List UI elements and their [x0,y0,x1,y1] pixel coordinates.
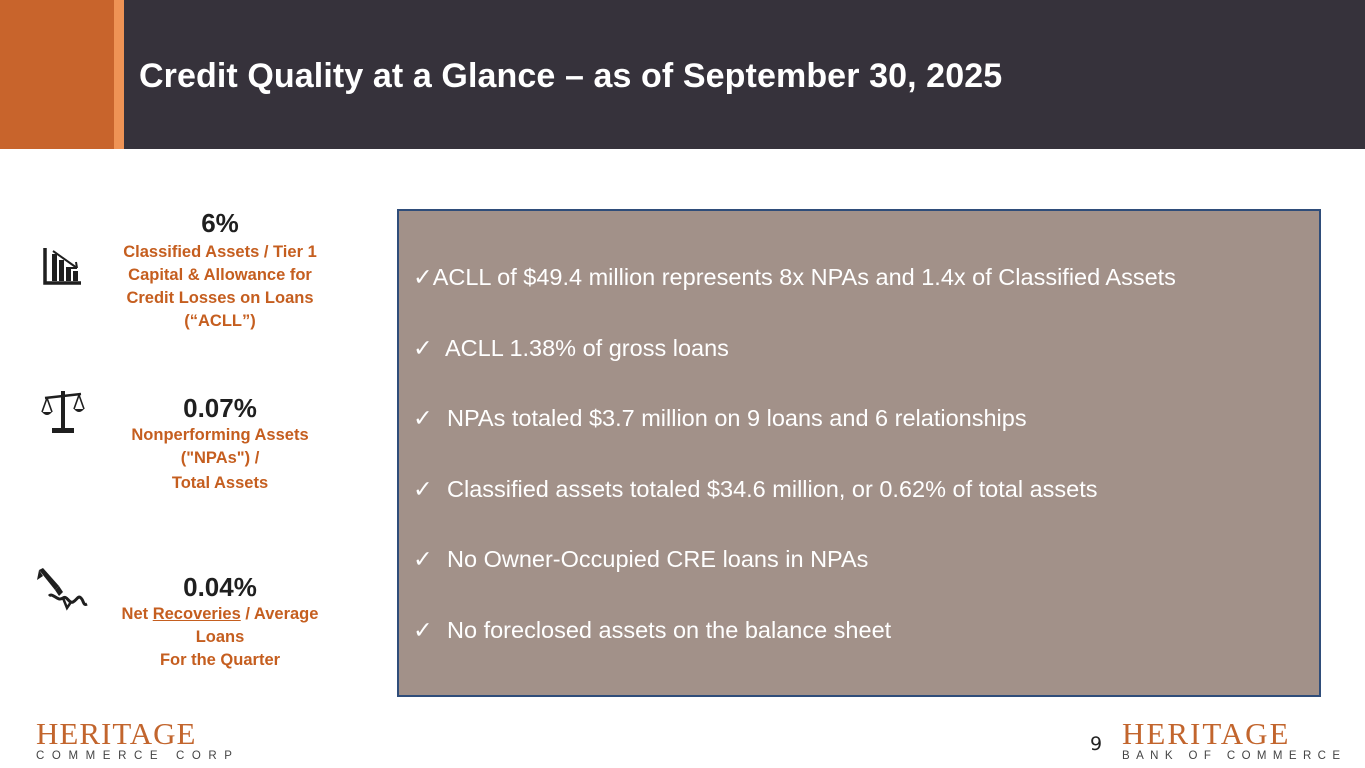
highlight-text: ACLL of $49.4 million represents 8x NPAs and 1.4x of Classified Assets [432,264,1176,290]
highlight-text: No Owner-Occupied CRE loans in NPAs [447,546,869,572]
check-icon: ✓ [413,405,433,431]
check-icon: ✓ [413,546,433,572]
metric-desc-suffix: / Average [240,605,319,623]
metric-value: 0.04% [183,572,257,602]
check-icon: ✓ [413,617,433,643]
highlight-item [413,404,1027,432]
metric-desc-prefix: Net [121,605,153,623]
bar-chart-decline-icon [43,246,83,291]
metric-desc-underlined: Recoveries [152,605,241,623]
heritage-commerce-corp-logo [36,716,240,763]
highlight-item [413,475,1098,503]
check-icon: ✓ [413,264,433,290]
metric-desc-line: Credit Losses on Loans [126,289,314,307]
metric-desc-line [100,603,340,626]
metric-net-recoveries [100,572,340,672]
highlight-text: ACLL 1.38% of gross loans [445,335,729,361]
logo-subtitle: COMMERCE CORP [36,750,240,762]
logo-wordmark: HERITAGE [1122,716,1291,751]
logo-subtitle: BANK OF COMMERCE [1122,750,1347,762]
header-accent-block [0,0,114,149]
highlights-panel [397,209,1321,697]
metric-desc-line: Nonperforming Assets [131,426,309,444]
metric-classified-assets [100,208,340,333]
metric-desc-line: Total Assets [171,474,269,492]
metric-npas [100,393,340,495]
highlight-item [413,334,729,362]
highlight-text: Classified assets totaled $34.6 million, or 0.62% of total assets [447,476,1098,502]
header-accent-stripe [114,0,124,149]
metric-value: 0.07% [183,393,257,423]
metric-value: 6% [201,208,239,238]
check-icon: ✓ [413,335,433,361]
page-number: 9 [1090,733,1103,755]
metric-description [100,424,340,495]
highlight-item [413,545,868,573]
highlight-item [413,616,891,644]
metric-desc-line: For the Quarter [159,651,281,669]
metric-desc-line: Loans [195,628,245,646]
pen-signature-icon [37,568,89,617]
balance-scale-icon [41,388,85,439]
metric-desc-line: Classified Assets / Tier 1 [123,243,317,261]
header-banner [0,0,1365,149]
metric-desc-line: Capital & Allowance for [128,266,312,284]
page-title: Credit Quality at a Glance – as of September 30, 2025 [139,57,1003,95]
check-icon: ✓ [413,476,433,502]
metric-desc-line: (“ACLL”) [184,312,256,330]
metric-description [100,603,340,672]
metric-desc-line: ("NPAs") / [180,449,260,467]
highlight-text: NPAs totaled $3.7 million on 9 loans and 6 relationships [447,405,1027,431]
heritage-bank-of-commerce-logo [1122,716,1347,763]
metric-description [100,241,340,333]
highlight-text: No foreclosed assets on the balance sheet [447,617,892,643]
logo-wordmark: HERITAGE [36,716,197,751]
highlight-item [413,263,1176,291]
